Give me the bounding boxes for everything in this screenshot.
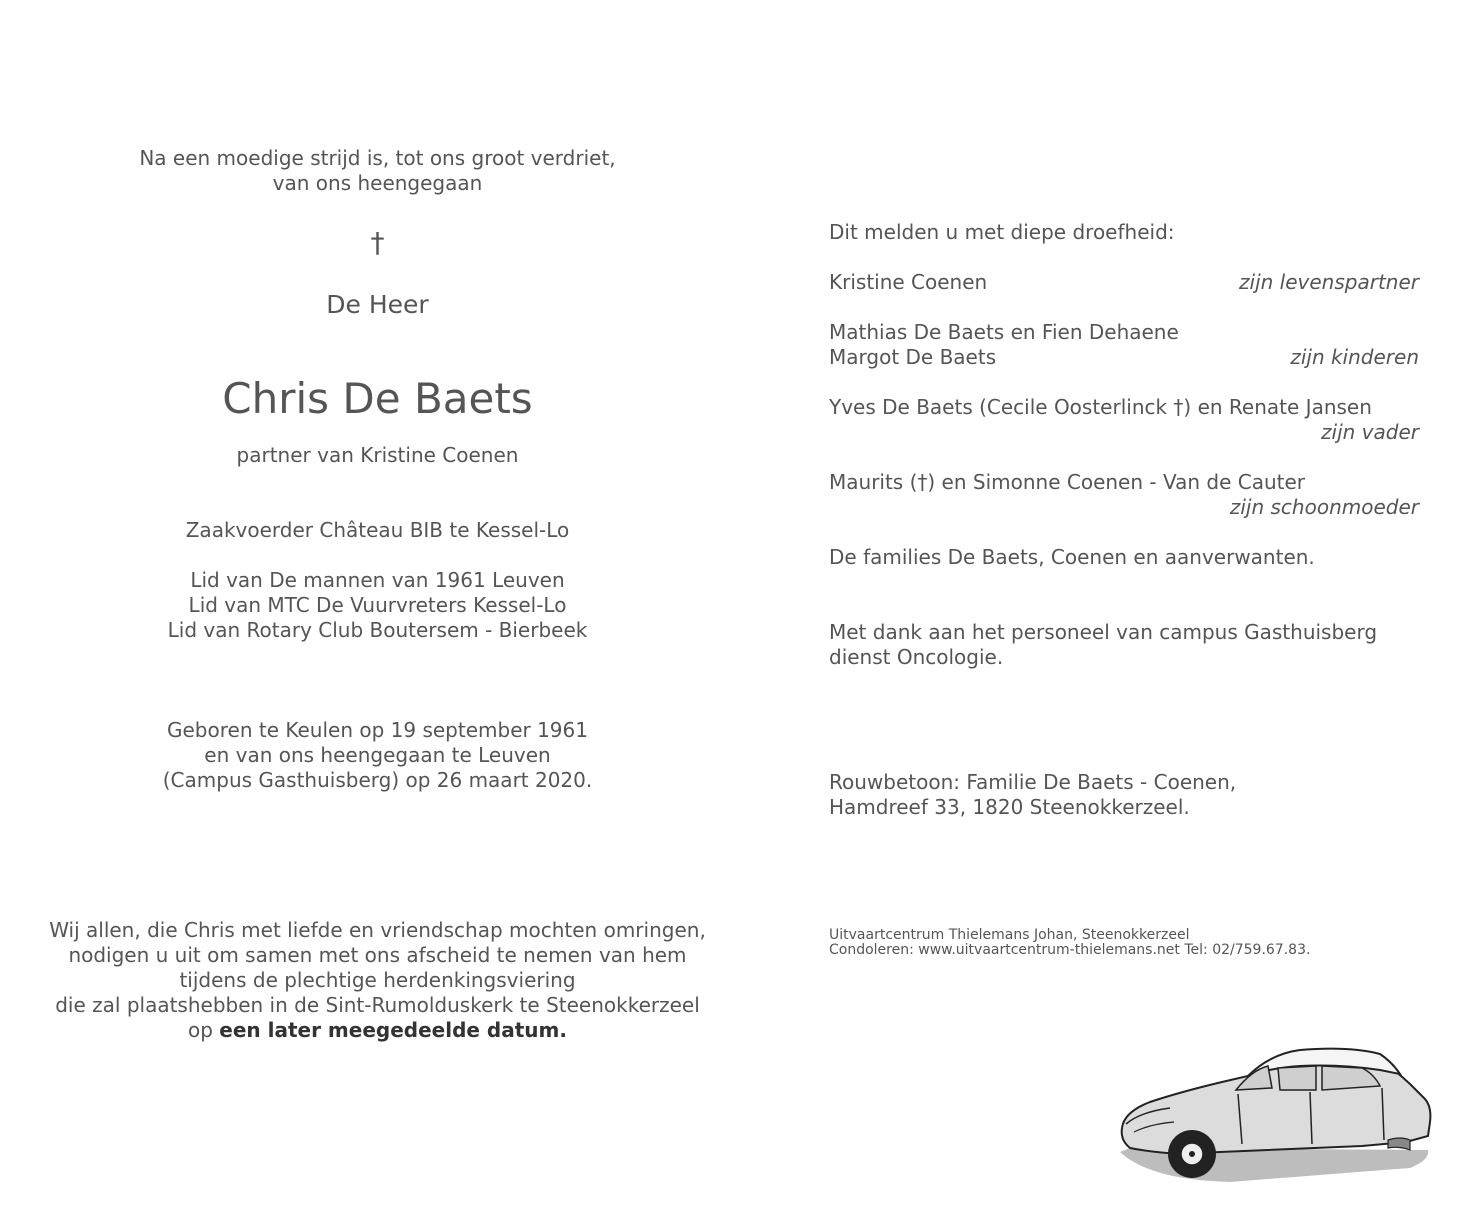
relative-father: Yves De Baets (Cecile Oosterlinck †) en Renate Jansen zijn vader — [829, 395, 1419, 444]
relative-partner: Kristine Coenen zijn levenspartner — [829, 270, 1419, 294]
announcement-intro: Dit melden u met diepe droefheid: — [829, 220, 1175, 244]
deceased-name: Chris De Baets — [222, 374, 533, 423]
families-line: De families De Baets, Coenen en aanverwanten. — [829, 545, 1315, 569]
intro-text: Na een moedige strijd is, tot ons groot verdriet, van ons heengegaan — [139, 146, 616, 195]
funeral-home-info: Uitvaartcentrum Thielemans Johan, Steenokkerzeel Condoleren: www.uitvaartcentrum-thielemans.net Tel: 02/759.67.83. — [829, 927, 1311, 958]
classic-car-icon — [1110, 1040, 1440, 1190]
later-date-notice: een later meegedeelde datum. — [219, 1018, 567, 1042]
car-rear-wheel-cover — [1388, 1138, 1410, 1150]
memberships: Lid van De mannen van 1961 Leuven Lid van MTC De Vuurvreters Kessel-Lo Lid van Rotary Club Boutersem - Bierbeek — [167, 568, 588, 642]
partner-line: partner van Kristine Coenen — [236, 443, 519, 467]
cross-icon: † — [370, 226, 385, 259]
car-window-front — [1278, 1066, 1316, 1090]
birth-death-info: Geboren te Keulen op 19 september 1961 en van ons heengegaan te Leuven (Campus Gasthuisberg) op 26 maart 2020. — [162, 718, 593, 792]
condolence-address: Rouwbetoon: Familie De Baets - Coenen, Hamdreef 33, 1820 Steenokkerzeel. — [829, 770, 1237, 819]
relative-inlaws: Maurits (†) en Simonne Coenen - Van de Cauter zijn schoonmoeder — [829, 470, 1419, 519]
honorific: De Heer — [326, 290, 429, 319]
relative-children: Mathias De Baets en Fien Dehaene Margot De Baets zijn kinderen — [829, 320, 1419, 369]
job-line: Zaakvoerder Château BIB te Kessel-Lo — [185, 518, 570, 542]
thanks-text: Met dank aan het personeel van campus Gasthuisberg dienst Oncologie. — [829, 620, 1378, 669]
invitation-text: Wij allen, die Chris met liefde en vriendschap mochten omringen, nodigen u uit om samen met ons afscheid te nemen van hem tijdens de plechtige herdenkingsviering die zal plaatshebben in de Sint-Rumolduskerk te Steenokkerzeel op een later meegedeelde datum. — [49, 918, 706, 1042]
